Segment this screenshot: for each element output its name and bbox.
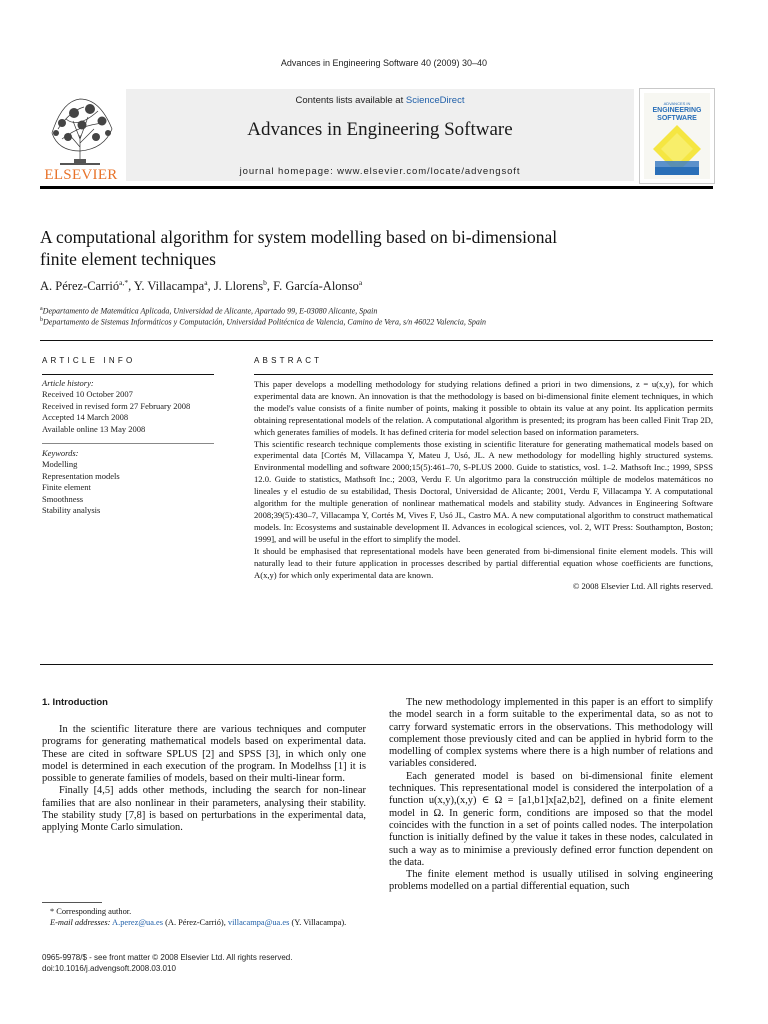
affiliation-mark: b: [40, 317, 43, 323]
keywords-label: Keywords:: [42, 448, 79, 459]
email-link[interactable]: A.perez@ua.es: [112, 918, 164, 927]
author-affiliation-mark[interactable]: a: [204, 278, 208, 287]
journal-cover-image: [640, 89, 714, 183]
journal-homepage[interactable]: journal homepage: www.elsevier.com/locate/advengsoft: [239, 166, 521, 177]
affiliation-text: Departamento de Matemática Aplicada, Universidad de Alicante, Apartado 99, E-03080 Alicante, Spain: [42, 306, 378, 316]
author-separator: ,: [266, 279, 274, 294]
history-revised: Received in revised form 27 February 2008: [42, 400, 191, 411]
footnote-rule: [42, 902, 102, 903]
body-paragraph: The new methodology implemented in this paper is an effort to simplify the model search in a form suitable to the experimental data, so as not to carry forward systematic errors in the observations. This methodology will complement those previously cited and can be applied in hybrid form to the modelling of complex systems where there is a high number of relations and variables considered.: [389, 697, 713, 770]
author-name: F. García-Alonso: [273, 279, 359, 294]
paper-title: [40, 226, 680, 270]
article-info-heading: ARTICLE INFO: [42, 356, 136, 365]
keyword: Smoothness: [42, 493, 84, 504]
abstract-paragraph: This scientific research technique complements those existing in scientific literature for generating mathematical models based on experimental data [Cortés M, Villacampa Y, Mateu J, Usó, JL. A new methodology for modelling highly structured systems. Environmental modelling and software 2000;15(5):461–70, S-PLUS 2000. Guide to statistics, vosl. 1–2. Mathsoft Inc.; 1999, SPSS 12.0. Guide to statistics, Mathsoft Inc.; 2003, Verdu F. Un algoritmo para la construcción múltiple de modelos matemáticos no lineales y el estudio de su estabilidad, Thesis Doctoral, Universidad de Alicante; 2001, Verdu F, Villacampa Y. A computational algorithm for the multiple generation of nonlinear mathematical models and stability study. Advances in Engineering Software 2008;39(5):430–7, Villacampa Y, Cortés M, Vives F, Usó JL, Castro MA. A new computational algorithm to construct mathematical models. In: Ecosystems and sustainable development II. Advances in ecological sciences, vol. 2, WIT Press: Southampton, Boston; 1999], and will be useful in the effort to simplify the model.: [254, 438, 713, 544]
author-name: J. Llorens: [213, 279, 264, 294]
contents-line: [126, 95, 634, 106]
abstract-paragraph: This paper develops a modelling methodology for studying relations defined a priori in two dimensions, z = u(x,y), for which experimental data are known. An innovation is that the methodology is based on bi-dimensional finite element techniques, in which the model's value consists of a finite number of points, making it possible to obtain its value at any point. Its application permits obtaining representational models of the relation. A computational algorithm is presented; its program has been called Finit Trap 2D, which generates families of models. It has defined criteria for model selection based on information parameters.: [254, 379, 713, 437]
sciencedirect-link[interactable]: ScienceDirect: [405, 95, 465, 106]
article-info: [42, 378, 212, 516]
history-online: Available online 13 May 2008: [42, 423, 146, 434]
body-paragraph: In the scientific literature there are various techniques and computer programs for generating mathematical models based on experimental data. These are cited in software SPLUS [2] and SPSS [3], in which only one model is determined in each execution of the program. In Modelhss [1] it is possible to generate families of models, based on their multi-linear form.: [42, 724, 366, 785]
history-label: Article history:: [42, 378, 94, 388]
elsevier-tree-icon: [40, 89, 122, 181]
journal-cover-thumbnail: [639, 88, 715, 184]
email-owner: (A. Pérez-Carrió),: [163, 918, 228, 927]
journal-title: Advances in Engineering Software: [247, 119, 513, 140]
author-affiliation-mark[interactable]: a: [358, 278, 363, 287]
author-affiliation-mark[interactable]: b: [263, 278, 267, 287]
keyword: Modelling: [42, 459, 78, 470]
abstract-paragraph: It should be emphasised that representational models have been generated from bi-dimensional finite element models. This will naturally lead to their future application in processes described by partial differential equation whose coefficients are functions, A(x,y) for which only experimental data are known.: [254, 545, 713, 580]
contents-prefix: Contents lists available at: [295, 95, 406, 106]
corresponding-author: Corresponding author.: [56, 907, 132, 916]
header-rule: [40, 186, 713, 189]
cover-line-1: ADVANCES IN: [663, 101, 691, 106]
author-separator: ,: [207, 279, 214, 294]
keyword: Representation models: [42, 470, 120, 481]
author-name: Y. Villacampa: [133, 279, 205, 294]
footnote: [42, 906, 366, 928]
right-column: [389, 697, 713, 894]
abstract-copyright: © 2008 Elsevier Ltd. All rights reserved.: [572, 581, 713, 592]
author-list: [40, 278, 713, 294]
keyword: Stability analysis: [42, 505, 101, 516]
email-link[interactable]: villacampa@ua.es: [227, 918, 290, 927]
footnote-mark: *: [50, 907, 55, 916]
article-info-rule: [42, 374, 214, 375]
abstract-body: [254, 379, 713, 593]
body-paragraph: Finally [4,5] adds other methods, including the search for non-linear families that are also nonlinear in their parameters, analysing their stability. The stability study [7,8] is based on perturbations in the experimental data, applying Monte Carlo simulation.: [42, 785, 366, 834]
body-paragraph: The finite element method is usually utilised in solving engineering problems modelled on a partial differential equation, such: [389, 869, 713, 893]
body-paragraph: Each generated model is based on bi-dimensional finite element techniques. This representational model is considered the interpolation of a function u(x,y),(x,y) ∈ Ω = [a1,b1]x[a2,b2], defined on a finite element model in Ω. In generic form, conditions are imposed so that the model coincides with the function in a set of points called nodes. The interpolation function is initially defined by the value it takes in these nodes, calculated in such a way as to minimise a previously defined error function dependent on the data.: [389, 770, 713, 868]
author-affiliation-mark[interactable]: a,*: [119, 278, 129, 287]
author-name: A. Pérez-Carrió: [40, 279, 120, 294]
paper-title-line-2: finite element techniques: [40, 249, 216, 269]
email-label: E-mail addresses:: [50, 918, 111, 927]
author-separator: ,: [128, 279, 134, 294]
abstract-bottom-rule: [40, 664, 713, 665]
cover-line-2: ENGINEERING: [652, 107, 702, 114]
info-divider: [42, 443, 214, 444]
affiliation-mark: a: [40, 306, 43, 312]
abstract-rule: [254, 374, 713, 375]
issn-line: 0965-9978/$ - see front matter © 2008 Elsevier Ltd. All rights reserved.: [42, 953, 293, 962]
cover-line-3: SOFTWARE: [657, 115, 697, 122]
affiliation: [40, 317, 713, 327]
running-head: Advances in Engineering Software 40 (2009) 30–40: [280, 58, 488, 68]
section-heading: 1. Introduction: [42, 697, 108, 708]
affiliation-rule: [40, 340, 713, 341]
history-received: Received 10 October 2007: [42, 389, 133, 400]
affiliation: [40, 306, 713, 316]
email-owner: (Y. Villacampa).: [289, 918, 347, 927]
doi-line[interactable]: doi:10.1016/j.advengsoft.2008.03.010: [42, 964, 176, 973]
paper-title-line-1: A computational algorithm for system modelling based on bi-dimensional: [40, 227, 558, 247]
affiliation-text: Departamento de Sistemas Informáticos y Computación, Universidad Politécnica de Valencia, Camino de Vera, s/n 46022 Valencia, Spain: [43, 317, 487, 327]
elsevier-logo: [40, 89, 122, 181]
keyword: Finite element: [42, 482, 91, 493]
elsevier-wordmark: ELSEVIER: [44, 167, 118, 181]
left-column: [42, 724, 366, 835]
bottom-identifiers: [42, 952, 442, 974]
abstract-heading: ABSTRACT: [254, 356, 323, 365]
history-accepted: Accepted 14 March 2008: [42, 412, 129, 423]
